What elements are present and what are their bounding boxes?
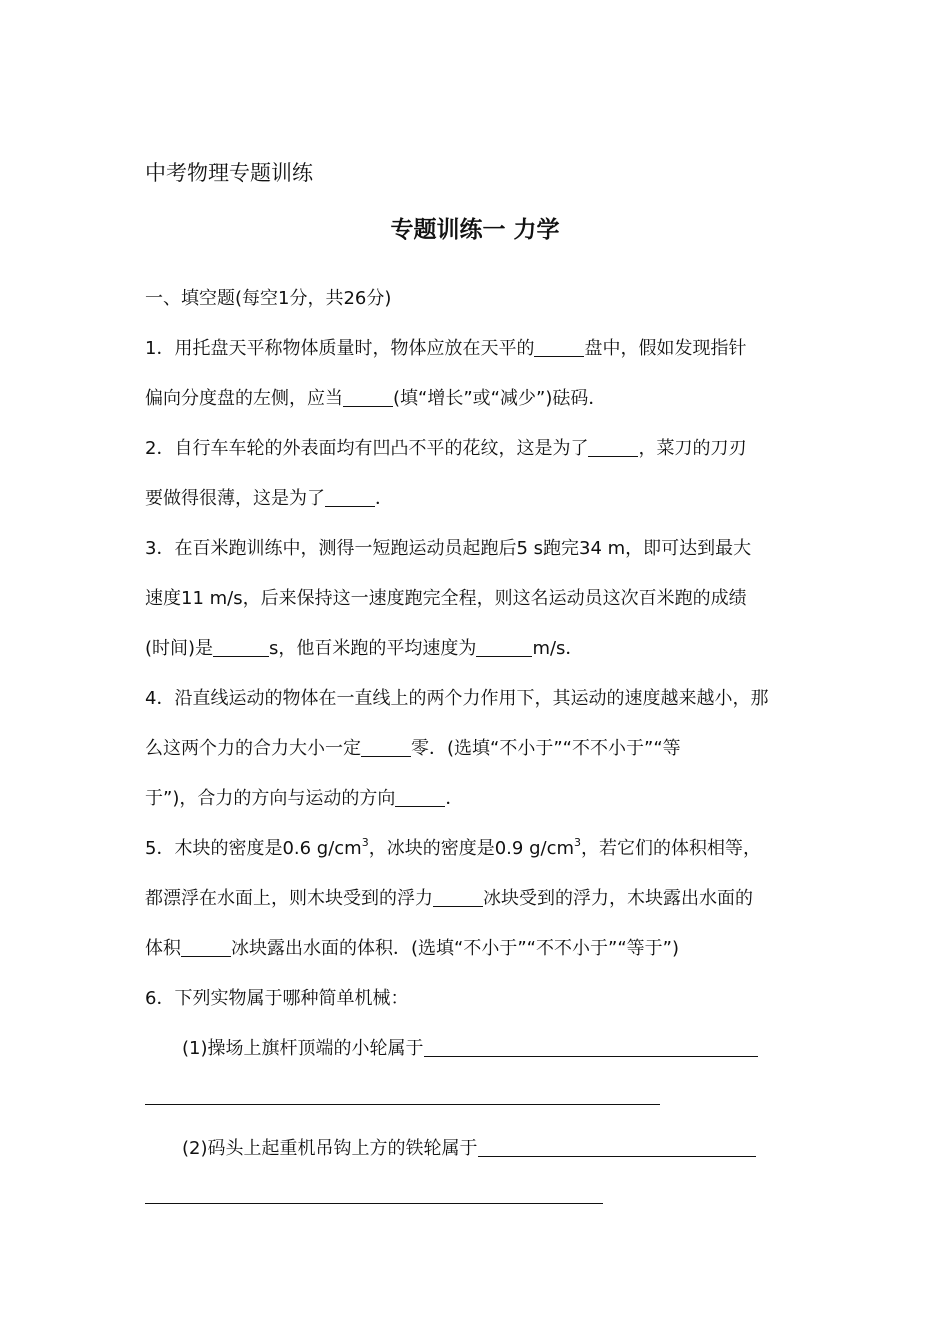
answer-blank xyxy=(395,788,445,807)
answer-blank xyxy=(213,638,269,657)
question-1-line-1: 1．用托盘天平称物体质量时，物体应放在天平的 盘中，假如发现指针 xyxy=(145,338,747,359)
question-3-line-3: (时间)是 s，他百米跑的平均速度为 m/s． xyxy=(145,638,584,659)
answer-blank xyxy=(424,1038,480,1057)
question-5-line-1: 5．木块的密度是0.6 $g/cm^3$，冰块的密度是0.9 $g/cm^3$，若它们的体积相等， xyxy=(145,836,762,859)
answer-blank xyxy=(478,1138,534,1157)
question-2-line-2: 要做得很薄，这是为了 ． xyxy=(145,488,393,509)
section-heading: 一、填空题(每空1分，共26分) xyxy=(145,288,392,309)
question-3-line-1: 3．在百米跑训练中，测得一短跑运动员起跑后5 s跑完34 m，即可达到最大 xyxy=(145,538,752,559)
question-6-part-1: (1)操场上旗杆顶端的小轮属于 xyxy=(182,1036,758,1062)
answer-blank xyxy=(476,638,532,657)
answer-blank xyxy=(534,338,584,357)
answer-line xyxy=(145,1104,660,1105)
page-title: 专题训练一 力学 xyxy=(390,217,560,243)
question-5-line-2: 都漂浮在水面上，则木块受到的浮力 冰块受到的浮力，木块露出水面的 xyxy=(145,888,753,909)
question-6-heading: 6．下列实物属于哪种简单机械： xyxy=(145,988,409,1009)
question-5-line-3: 体积 冰块露出水面的体积．(选填“不小于”“不不小于”“等于”) xyxy=(145,938,679,959)
answer-line xyxy=(480,1038,758,1057)
answer-blank xyxy=(325,488,375,507)
answer-blank xyxy=(361,738,411,757)
answer-blank xyxy=(588,438,638,457)
answer-blank xyxy=(433,888,483,907)
question-4-line-3: 于”)，合力的方向与运动的方向 ． xyxy=(145,788,464,809)
question-2-line-1: 2．自行车车轮的外表面均有凹凸不平的花纹，这是为了 ，菜刀的刀刃 xyxy=(145,438,747,459)
answer-blank xyxy=(181,938,231,957)
question-3-line-2: 速度11 m/s，后来保持这一速度跑完全程，则这名运动员这次百米跑的成绩 xyxy=(145,588,747,609)
answer-blank xyxy=(343,388,393,407)
question-4-line-2: 么这两个力的合力大小一定 零．(选填“不小于”“不不小于”“等 xyxy=(145,738,681,759)
question-6-part-2: (2)码头上起重机吊钩上方的铁轮属于 xyxy=(182,1136,756,1162)
answer-line xyxy=(534,1138,756,1157)
document-header: 中考物理专题训练 xyxy=(145,161,313,185)
answer-line xyxy=(145,1203,603,1204)
question-1-line-2: 偏向分度盘的左侧，应当 (填“增长”或“减少”)砝码． xyxy=(145,388,607,409)
question-4-line-1: 4．沿直线运动的物体在一直线上的两个力作用下，其运动的速度越来越小，那 xyxy=(145,688,769,709)
